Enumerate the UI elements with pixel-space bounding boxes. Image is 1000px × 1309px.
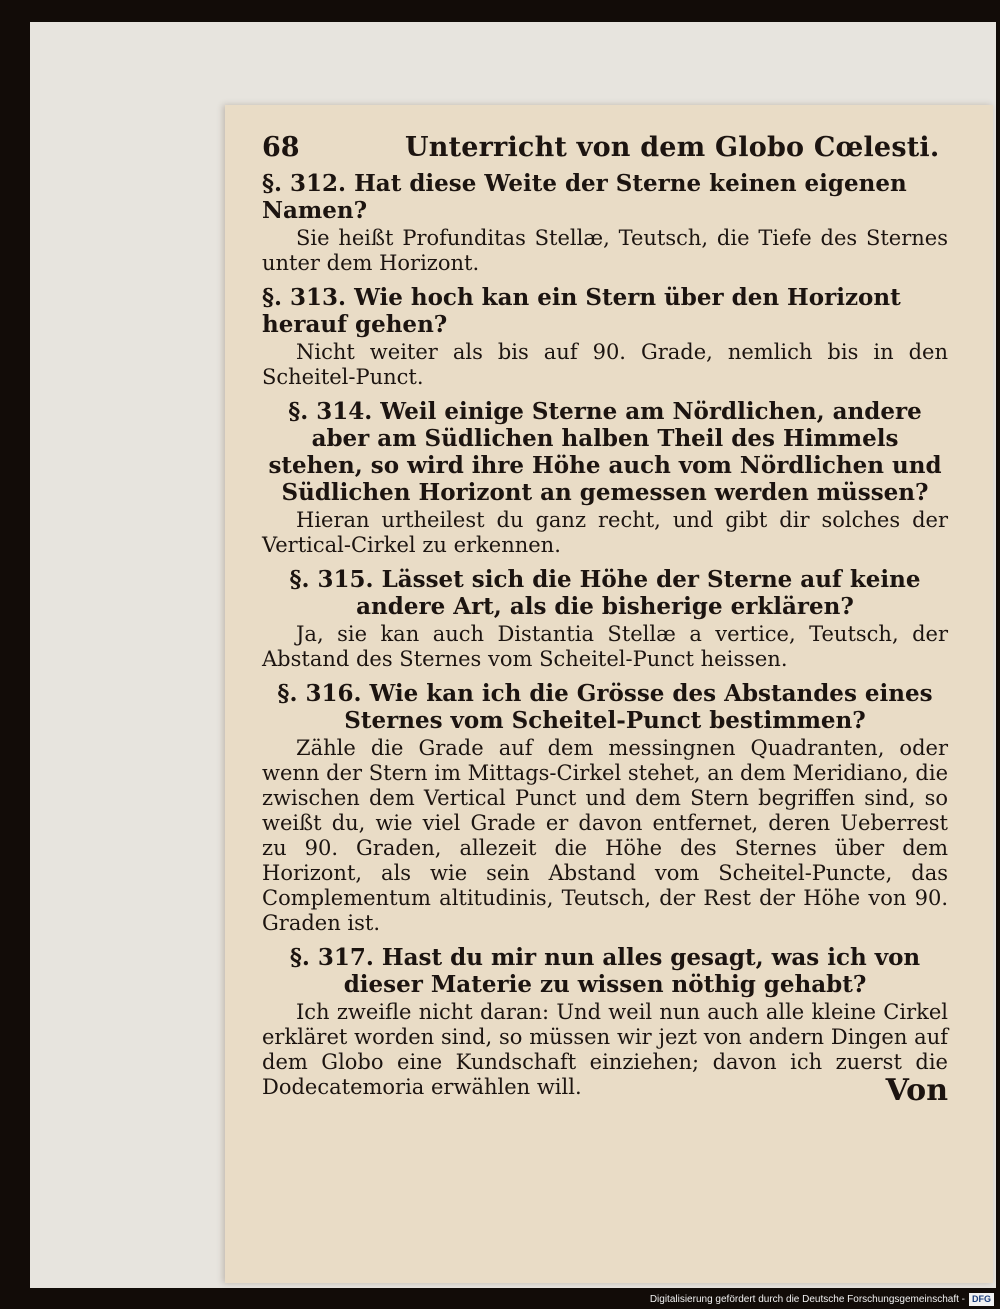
section-317 xyxy=(262,944,948,1100)
answer-315: Ja, sie kan auch Distantia Stellæ a vertice, Teutsch, der Abstand des Sternes vom Scheitel-Punct heissen. xyxy=(262,622,948,671)
section-312 xyxy=(262,170,948,276)
answer-312: Sie heißt Profunditas Stellæ, Teutsch, die Tiefe des Sternes unter dem Horizont. xyxy=(262,226,948,275)
section-313 xyxy=(262,284,948,390)
section-314 xyxy=(262,398,948,558)
footer-text: Digitalisierung gefördert durch die Deutsche Forschungsgemeinschaft - xyxy=(649,1293,965,1305)
running-title: Unterricht von dem Globo Cœlesti. xyxy=(405,132,940,163)
answer-313: Nicht weiter als bis auf 90. Grade, nemlich bis in den Scheitel-Punct. xyxy=(262,340,948,389)
page-content xyxy=(262,130,948,1100)
page-number: 68 xyxy=(262,132,300,163)
answer-316: Zähle die Grade auf dem messingnen Quadranten, oder wenn der Stern im Mittags-Cirkel stehet, an dem Meridiano, die zwischen dem Vertical Punct und dem Stern begriffen sind, so weißt du, wie viel Grade er davon entfernet, deren Ueberrest zu 90. Graden, allezeit die Höhe des Sternes über dem Horizont, als wie sein Abstand vom Scheitel-Puncte, das Complementum altitudinis, Teutsch, der Rest der Höhe von 90. Graden ist. xyxy=(262,736,948,935)
section-316 xyxy=(262,680,948,936)
section-315 xyxy=(262,566,948,672)
catchword: Von xyxy=(885,1073,948,1108)
question-317: §. 317. Hast du mir nun alles gesagt, was ich von dieser Materie zu wissen nöthig gehabt? xyxy=(289,944,921,998)
question-314: §. 314. Weil einige Sterne am Nördlichen, andere aber am Südlichen halben Theil des Himmels stehen, so wird ihre Höhe auch vom Nördlichen und Südlichen Horizont an gemessen werden müssen? xyxy=(268,398,942,506)
page-header xyxy=(262,130,948,166)
dfg-logo: DFG xyxy=(969,1293,994,1306)
question-312: §. 312. Hat diese Weite der Sterne keinen eigenen Namen? xyxy=(262,170,907,224)
digitization-footer xyxy=(606,1292,994,1306)
question-313: §. 313. Wie hoch kan ein Stern über den Horizont herauf gehen? xyxy=(262,284,901,338)
question-316: §. 316. Wie kan ich die Grösse des Abstandes eines Sternes vom Scheitel-Punct bestimmen? xyxy=(277,680,933,734)
answer-317: Ich zweifle nicht daran: Und weil nun auch alle kleine Cirkel erkläret worden sind, so müssen wir jezt von andern Dingen auf dem Globo eine Kundschaft einziehen; davon ich zuerst die Dodecatemoria erwählen will. xyxy=(262,1000,948,1099)
answer-314: Hieran urtheilest du ganz recht, und gibt dir solches der Vertical-Cirkel zu erkennen. xyxy=(262,508,948,557)
question-315: §. 315. Lässet sich die Höhe der Sterne auf keine andere Art, als die bisherige erklären? xyxy=(289,566,921,620)
